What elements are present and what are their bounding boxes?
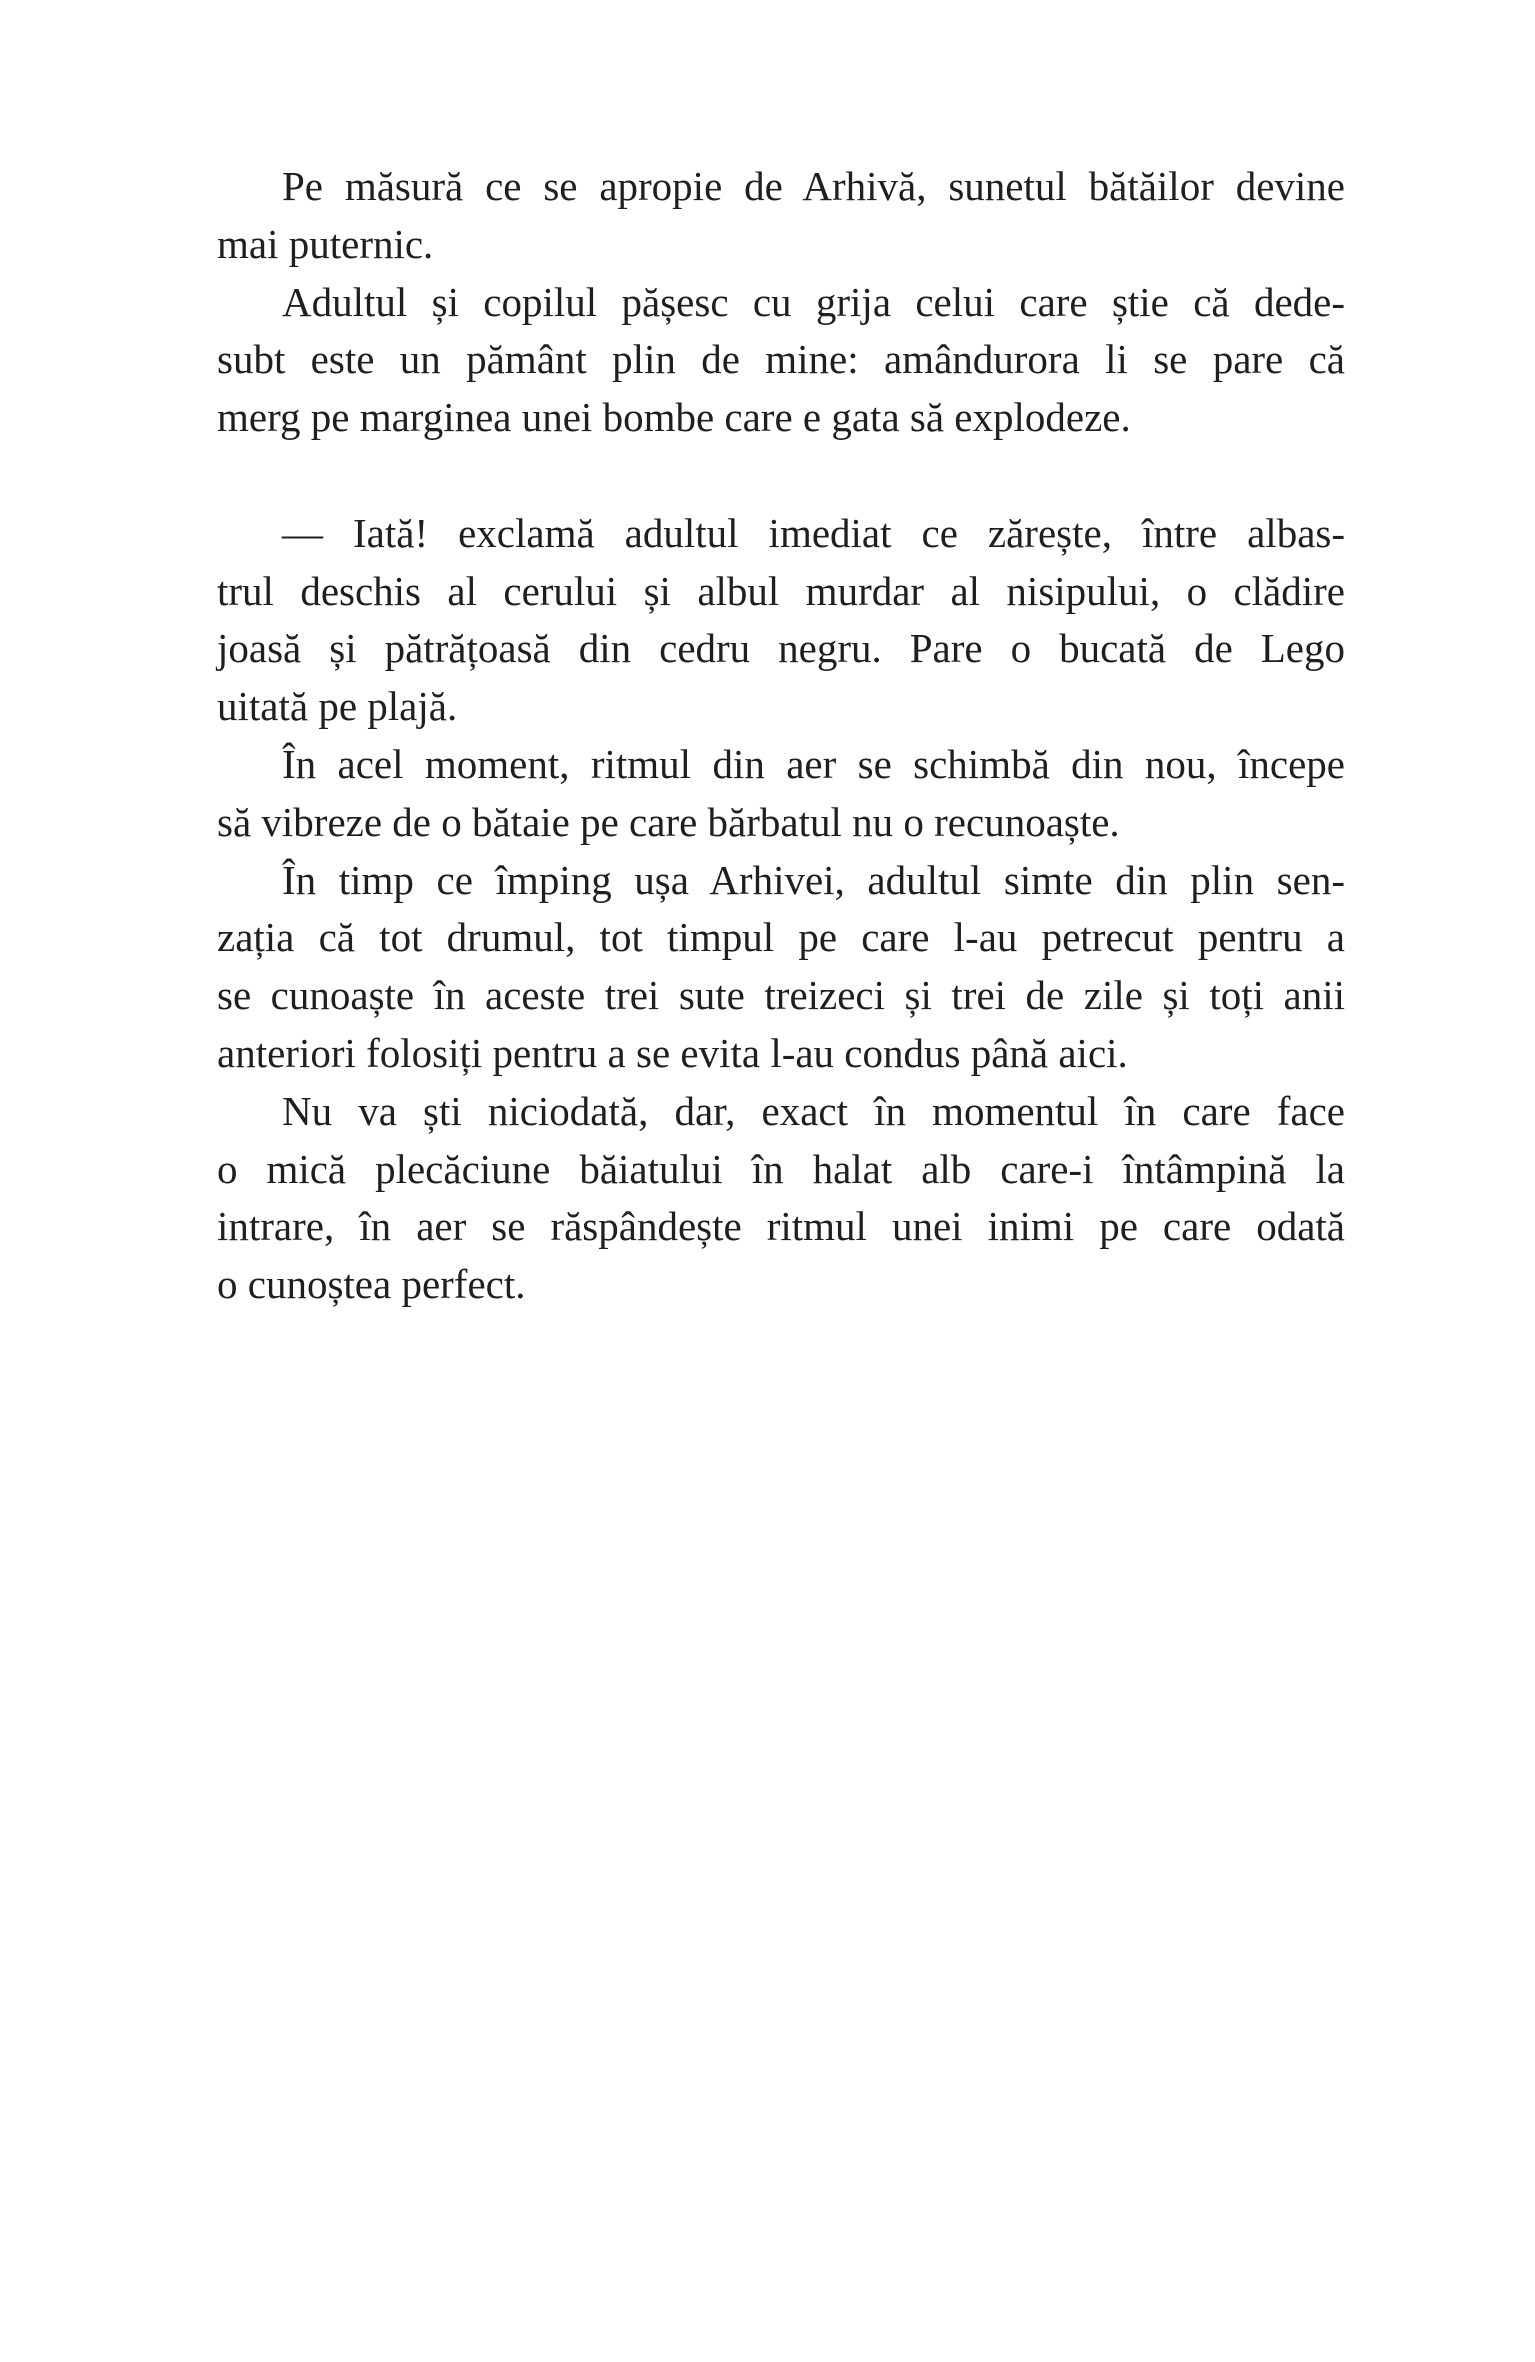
text-line: mai puternic.: [217, 220, 434, 267]
text-line: În acel moment, ritmul din aer se schimbă din nou, începe: [282, 740, 1345, 787]
text-line: zația că tot drumul, tot timpul pe care l-au petrecut pentru a: [217, 914, 1345, 961]
text-line: o mică plecăciune băiatului în halat alb care-i întâmpină la: [217, 1145, 1345, 1192]
text-line: Pe măsură ce se apropie de Arhivă, sunetul bătăilor devine: [282, 163, 1345, 209]
text-line: să vibreze de o bătaie pe care bărbatul nu o recunoaște.: [217, 798, 1120, 845]
text-line: merg pe marginea unei bombe care e gata să explodeze.: [217, 394, 1131, 441]
paragraph: [217, 736, 1345, 852]
text-line: intrare, în aer se răspândește ritmul unei inimi pe care odată: [217, 1203, 1345, 1250]
body-text: [217, 158, 1345, 1314]
text-line: trul deschis al cerului și albul murdar al nisipului, o clădire: [217, 567, 1345, 614]
text-line: — Iată! exclamă adultul imediat ce zărește, între albas-: [282, 509, 1345, 556]
text-line: o cunoștea perfect.: [217, 1261, 526, 1308]
text-line: subt este un pământ plin de mine: amândurora li se pare că: [217, 336, 1345, 383]
text-line: În timp ce împing ușa Arhivei, adultul simte din plin sen-: [282, 856, 1345, 903]
paragraph: [217, 1083, 1345, 1314]
paragraph: [217, 274, 1345, 447]
paragraph: [217, 158, 1345, 274]
text-line: Nu va ști niciodată, dar, exact în momentul în care face: [282, 1087, 1345, 1134]
dialogue-paragraph: [217, 505, 1345, 736]
paragraph: [217, 852, 1345, 1083]
text-line: anteriori folosiți pentru a se evita l-au condus până aici.: [217, 1029, 1128, 1076]
text-line: joasă și pătrățoasă din cedru negru. Pare o bucată de Lego: [217, 625, 1345, 672]
text-line: Adultul și copilul pășesc cu grija celui care știe că dede-: [282, 278, 1345, 325]
text-line: uitată pe plajă.: [217, 683, 458, 730]
text-line: se cunoaște în aceste trei sute treizeci și trei de zile și toți anii: [217, 972, 1345, 1019]
